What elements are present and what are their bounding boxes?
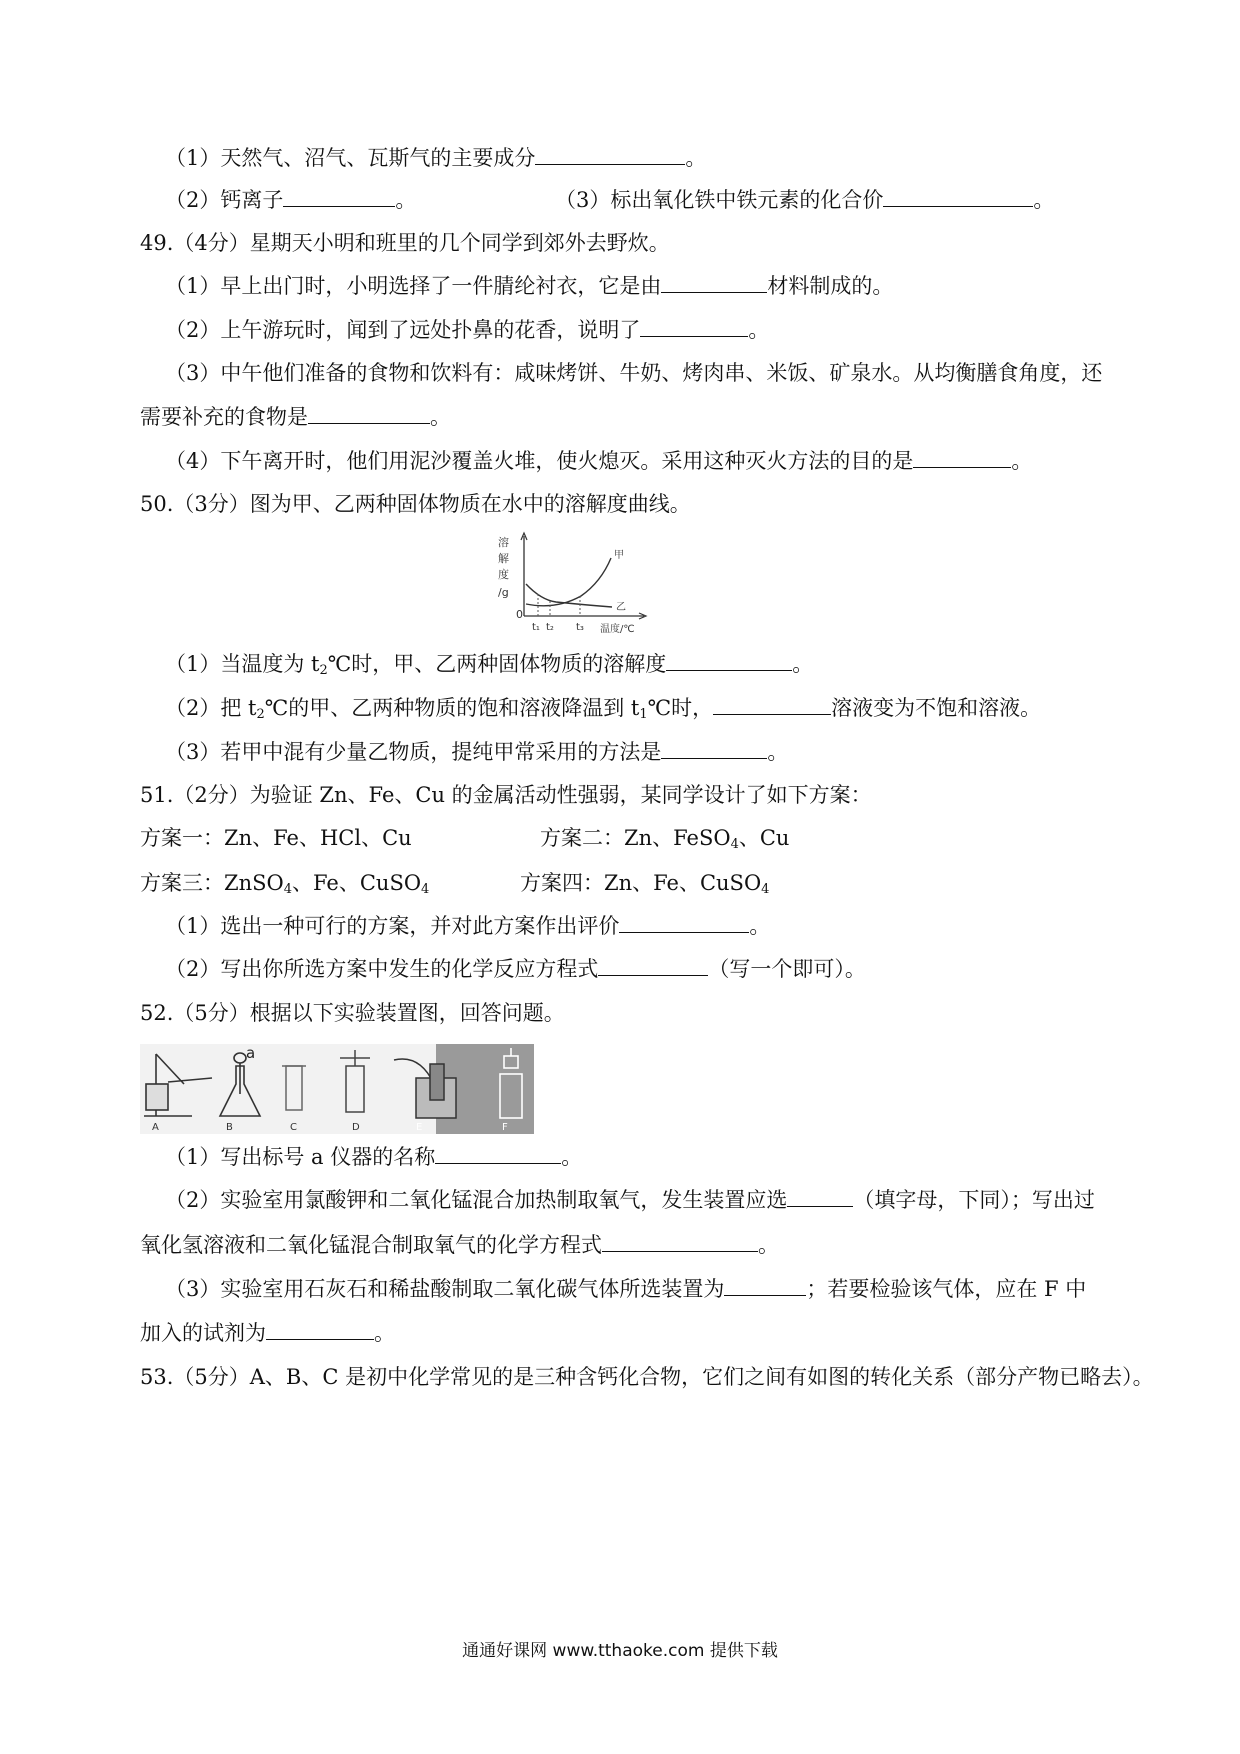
label-a: A <box>152 1122 159 1133</box>
answer-blank[interactable] <box>283 186 395 207</box>
page-footer: 通通好课网 www.tthaoke.com 提供下载 <box>462 1641 778 1661</box>
q50-part1: （1）当温度为 $t_2℃$时，甲、乙两种固体物质的溶解度 。 <box>165 652 814 678</box>
q48-part2: （2）钙离子 。 <box>165 188 417 212</box>
plan-four: 方案四：Zn、Fe、CuSO$_4$ <box>520 871 770 897</box>
answer-blank[interactable] <box>619 912 749 933</box>
q52-part3: （3）实验室用石灰石和稀盐酸制取二氧化碳气体所选装置为 ；若要检验该气体，应在 F 中 <box>165 1277 1087 1301</box>
answer-blank[interactable] <box>602 1231 758 1252</box>
answer-blank[interactable] <box>724 1275 806 1296</box>
label-d: D <box>352 1122 360 1133</box>
q53-stem: 53.（5分）A、B、C 是初中化学常见的是三种含钙化合物，它们之间有如图的转化关系（部分产物已略去）。 <box>140 1365 1154 1389</box>
y-label-char: 度 <box>498 568 509 581</box>
plan-three: 方案三：ZnSO$_4$、Fe、CuSO$_4$ <box>140 871 430 897</box>
answer-blank[interactable] <box>661 272 767 293</box>
q49-part2: （2）上午游玩时，闻到了远处扑鼻的花香，说明了 。 <box>165 318 770 342</box>
answer-blank[interactable] <box>266 1319 374 1340</box>
answer-blank[interactable] <box>640 316 748 337</box>
answer-blank[interactable] <box>883 186 1033 207</box>
tick-t3: t₃ <box>576 622 584 633</box>
y-label-char: /g <box>498 586 509 599</box>
label-e: E <box>416 1122 423 1133</box>
label-jia: 甲 <box>614 550 624 561</box>
y-label-char: 解 <box>498 552 509 565</box>
q50-stem: 50.（3分）图为甲、乙两种固体物质在水中的溶解度曲线。 <box>140 492 691 516</box>
curve-yi <box>526 584 612 607</box>
answer-blank[interactable] <box>713 694 831 715</box>
q52-part3-cont: 加入的试剂为 。 <box>140 1321 395 1345</box>
label-yi: 乙 <box>616 602 626 613</box>
solubility-curve-figure <box>496 528 656 644</box>
q51-stem: 51.（2分）为验证 Zn、Fe、Cu 的金属活动性强弱，某同学设计了如下方案： <box>140 783 872 807</box>
q50-part2: （2）把 $t_2℃$的甲、乙两种物质的饱和溶液降温到 $t_1℃$时， 溶液变为不饱和溶液。 <box>165 696 1042 722</box>
answer-blank[interactable] <box>661 738 767 759</box>
q52-part2: （2）实验室用氯酸钾和二氧化锰混合加热制取氧气，发生装置应选 （填字母，下同）；写出过 <box>165 1188 1095 1212</box>
q49-part3-cont: 需要补充的食物是 。 <box>140 405 451 429</box>
tick-t2: t₂ <box>546 622 554 633</box>
answer-blank[interactable] <box>435 1143 561 1164</box>
answer-blank[interactable] <box>913 447 1011 468</box>
plan-one: 方案一：Zn、Fe、HCl、Cu <box>140 826 412 850</box>
answer-blank[interactable] <box>787 1186 853 1207</box>
curve-jia <box>526 558 611 606</box>
label-f: F <box>502 1122 508 1133</box>
q48-part1: （1）天然气、沼气、瓦斯气的主要成分 。 <box>165 146 707 170</box>
origin-label: 0 <box>516 608 523 621</box>
label-c: C <box>290 1122 297 1133</box>
q49-part4: （4）下午离开时，他们用泥沙覆盖火堆，使火熄灭。采用这种灭火方法的目的是 。 <box>165 449 1033 473</box>
tick-t1: t₁ <box>532 622 540 633</box>
x-axis-label: 温度/℃ <box>600 624 635 635</box>
q52-part2-cont: 氧化氢溶液和二氧化锰混合制取氧气的化学方程式 。 <box>140 1233 779 1257</box>
q52-part1: （1）写出标号 a 仪器的名称 。 <box>165 1145 583 1169</box>
q52-stem: 52.（5分）根据以下实验装置图，回答问题。 <box>140 1001 565 1025</box>
answer-blank[interactable] <box>598 955 708 976</box>
q51-part2: （2）写出你所选方案中发生的化学反应方程式 （写一个即可）。 <box>165 957 866 981</box>
lab-apparatus-figure <box>140 1044 534 1134</box>
label-b: B <box>226 1122 233 1133</box>
plan-two: 方案二：Zn、FeSO$_4$、Cu <box>540 826 790 852</box>
q49-stem: 49.（4分）星期天小明和班里的几个同学到郊外去野炊。 <box>140 231 670 255</box>
answer-blank[interactable] <box>666 650 792 671</box>
answer-blank[interactable] <box>535 144 685 165</box>
q49-part1: （1）早上出门时，小明选择了一件腈纶衬衣，它是由 材料制成的。 <box>165 274 894 298</box>
q49-part3: （3）中午他们准备的食物和饮料有：咸味烤饼、牛奶、烤肉串、米饭、矿泉水。从均衡膳食角度，还 <box>165 361 1103 385</box>
y-label-char: 溶 <box>498 536 509 549</box>
marker-a: a <box>246 1044 256 1062</box>
q50-part3: （3）若甲中混有少量乙物质，提纯甲常采用的方法是 。 <box>165 740 789 764</box>
q48-part3: （3）标出氧化铁中铁元素的化合价 。 <box>555 188 1055 212</box>
answer-blank[interactable] <box>308 403 430 424</box>
q51-part1: （1）选出一种可行的方案，并对此方案作出评价 。 <box>165 914 771 938</box>
